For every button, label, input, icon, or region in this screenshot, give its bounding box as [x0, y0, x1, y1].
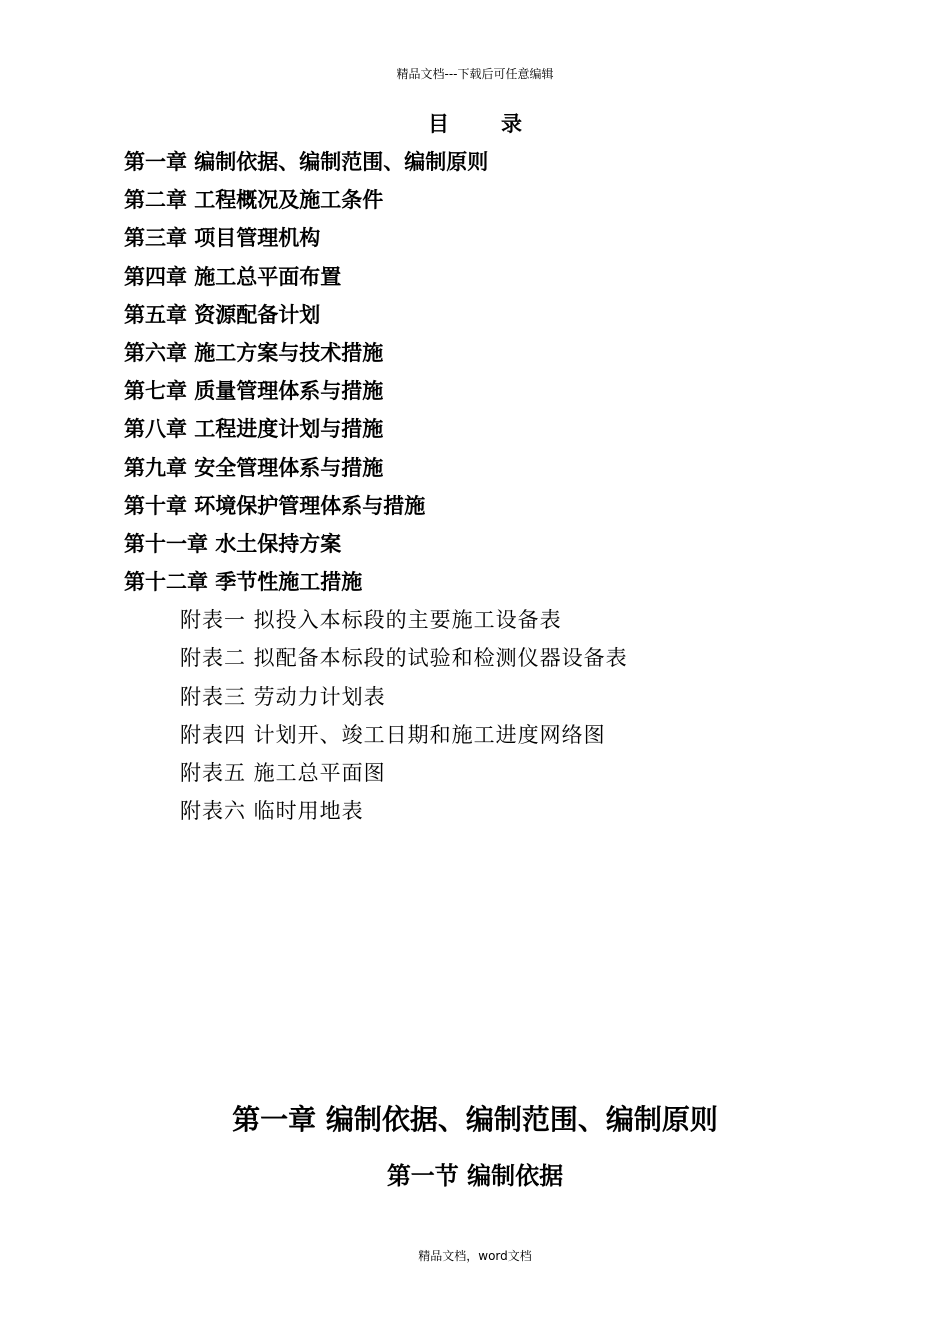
toc-appendix-5: 附表五 施工总平面图 — [180, 761, 386, 785]
toc-chapter-5: 第五章 资源配备计划 — [124, 301, 321, 327]
toc-chapter-11: 第十一章 水土保持方案 — [124, 530, 342, 556]
chapter-heading: 第一章 编制依据、编制范围、编制原则 — [232, 1103, 718, 1136]
toc-chapter-1: 第一章 编制依据、编制范围、编制原则 — [124, 149, 489, 174]
toc-appendix-1: 附表一 拟投入本标段的主要施工设备表 — [180, 608, 562, 633]
page-footer: 精品文档，word文档 — [418, 1249, 532, 1263]
toc-chapter-3: 第三章 项目管理机构 — [124, 225, 321, 251]
toc-appendix-2: 附表二 拟配备本标段的试验和检测仪器设备表 — [180, 646, 628, 671]
section-heading: 第一节 编制依据 — [386, 1161, 564, 1190]
table-of-contents — [124, 143, 628, 830]
toc-chapter-7: 第七章 质量管理体系与措施 — [124, 378, 384, 404]
toc-chapter-9: 第九章 安全管理体系与措施 — [124, 454, 384, 480]
toc-title: 目录 — [428, 111, 574, 136]
toc-chapter-4: 第四章 施工总平面布置 — [124, 263, 342, 289]
toc-chapter-8: 第八章 工程进度计划与措施 — [124, 416, 384, 442]
toc-appendix-3: 附表三 劳动力计划表 — [180, 684, 386, 709]
toc-chapter-12: 第十二章 季节性施工措施 — [124, 569, 363, 595]
toc-chapter-2: 第二章 工程概况及施工条件 — [124, 187, 384, 213]
toc-chapter-6: 第六章 施工方案与技术措施 — [124, 339, 384, 365]
toc-appendix-6: 附表六 临时用地表 — [180, 799, 364, 824]
toc-appendix-4: 附表四 计划开、竣工日期和施工进度网络图 — [180, 722, 606, 747]
toc-chapter-10: 第十章 环境保护管理体系与措施 — [124, 492, 426, 518]
page-header: 精品文档---下载后可任意编辑 — [396, 67, 554, 81]
